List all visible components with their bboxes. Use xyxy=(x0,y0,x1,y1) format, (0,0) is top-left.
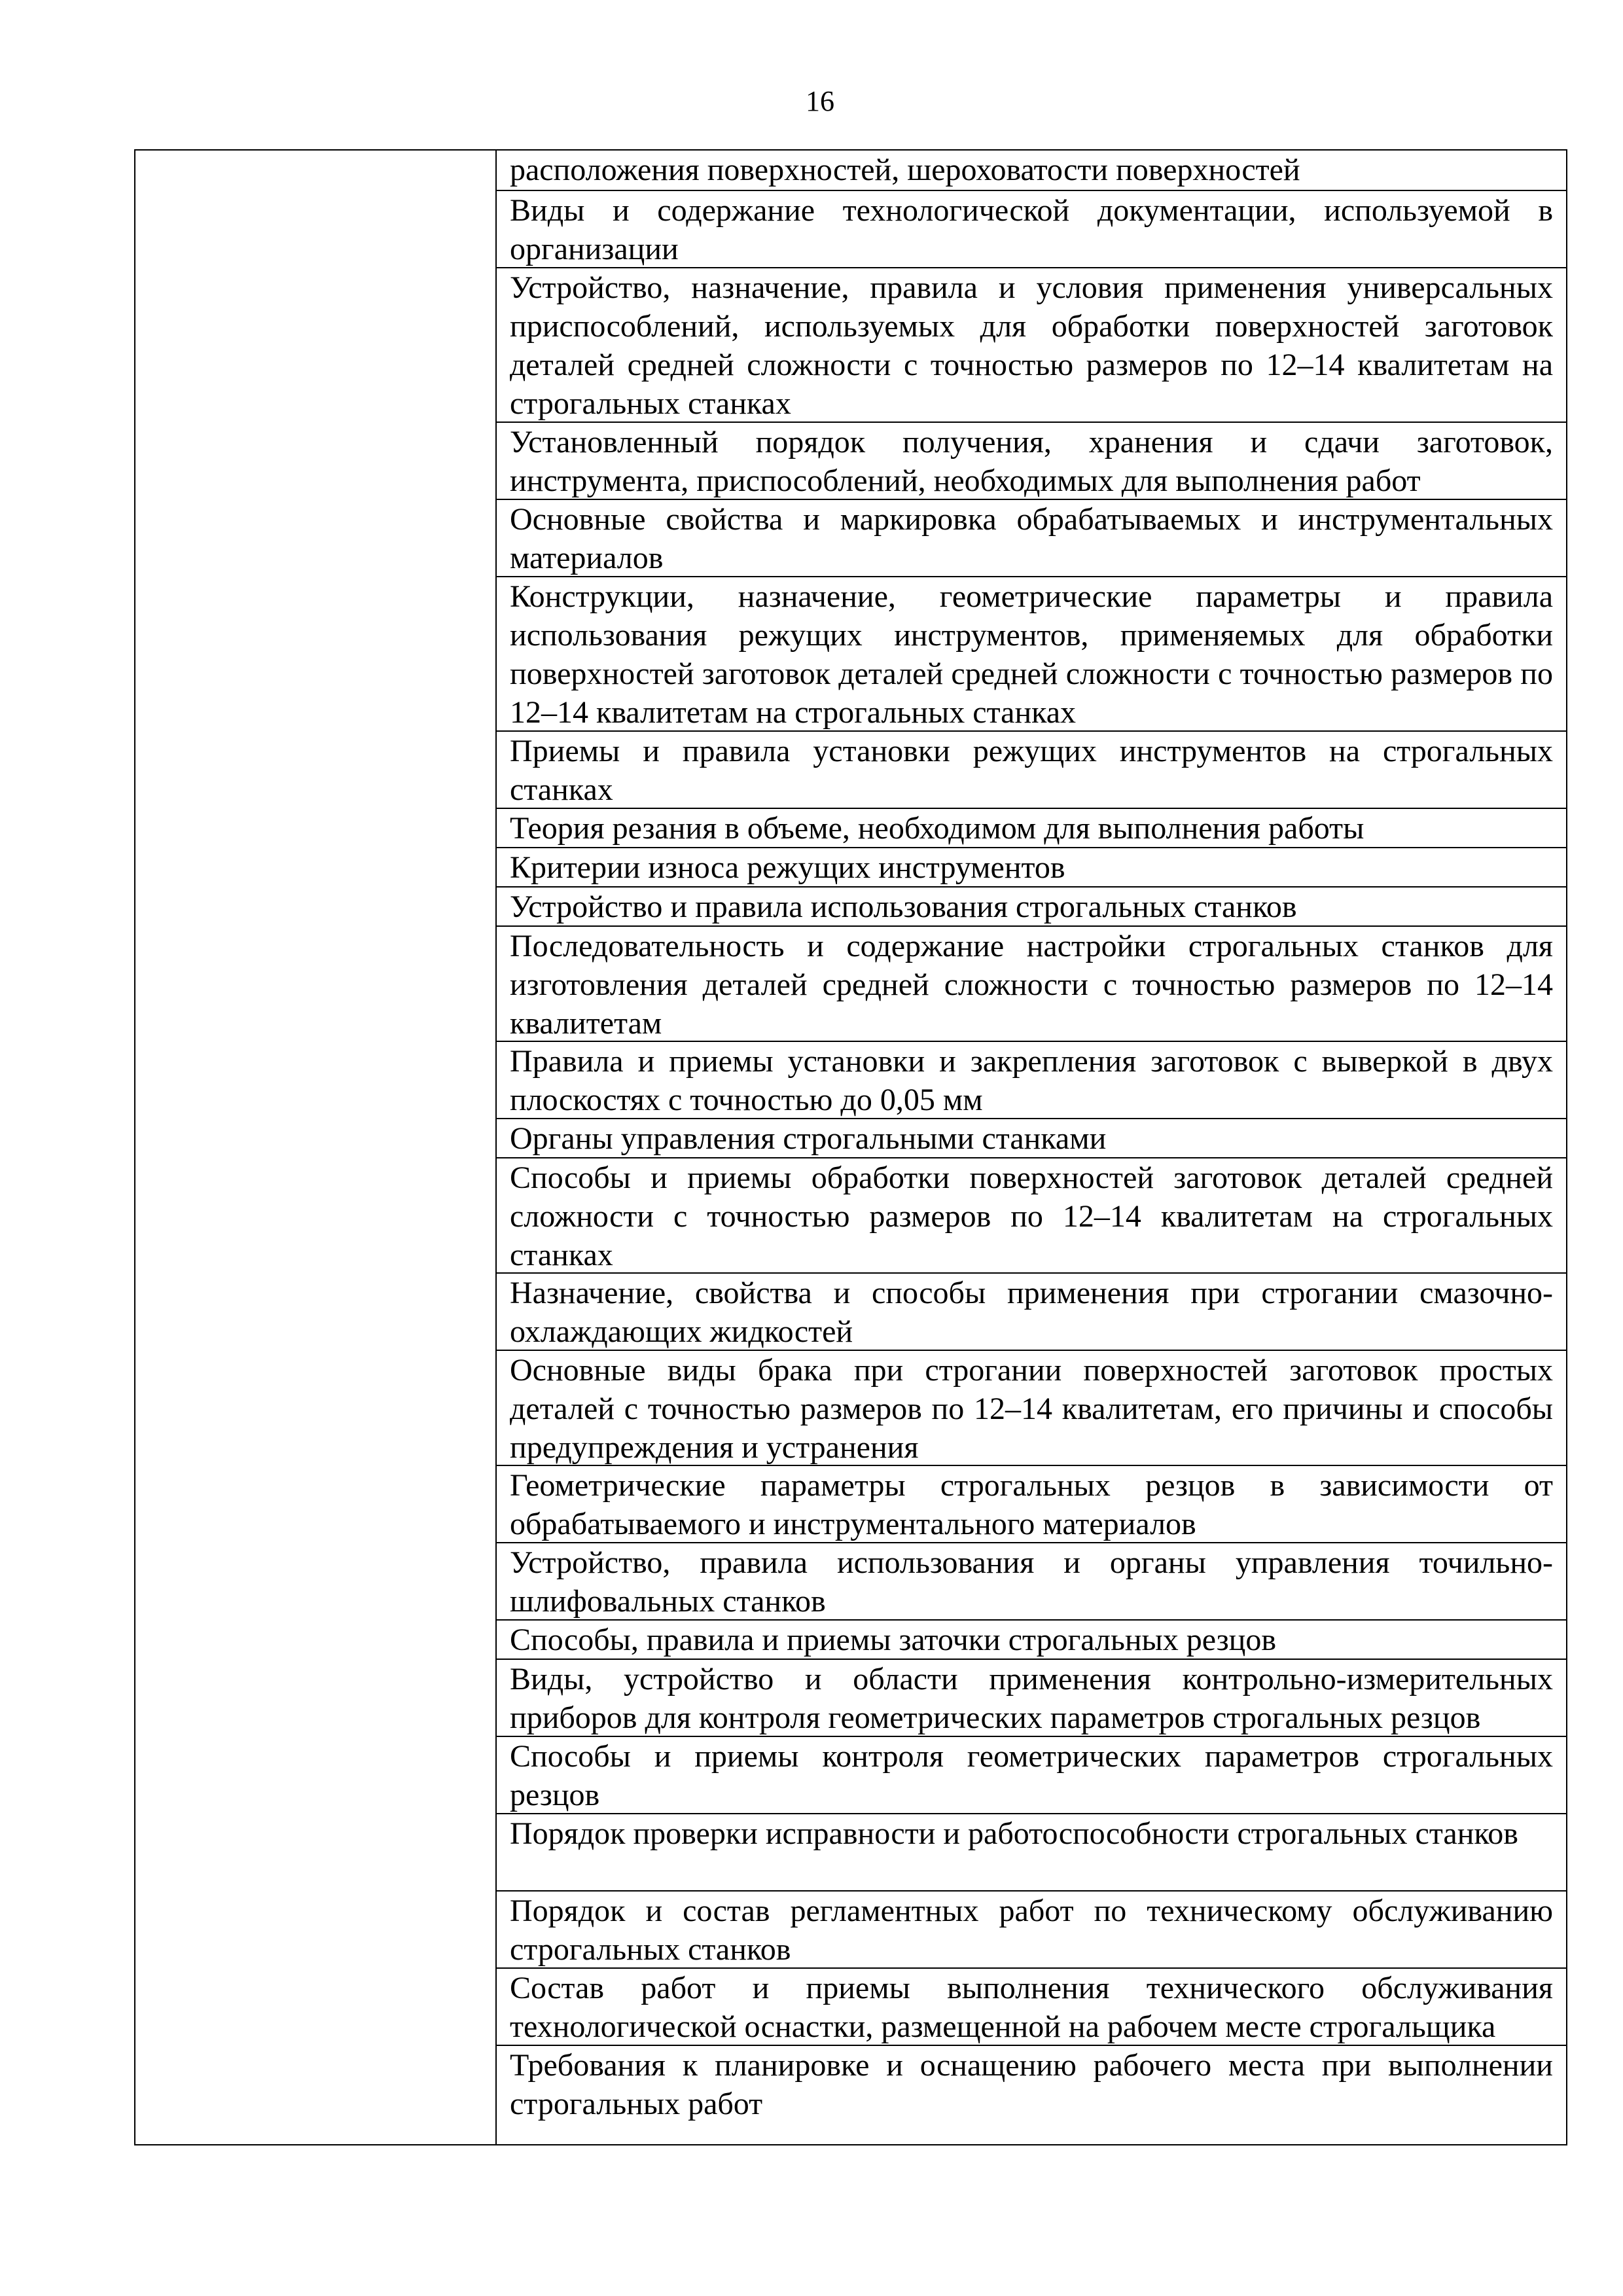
table-row: Состав работ и приемы выполнения технического обслуживания технологической оснастки, размещенной на рабочем месте строгальщика xyxy=(497,1969,1566,2046)
table-row: Устройство, правила использования и органы управления точильно-шлифовальных станков xyxy=(497,1543,1566,1621)
table-row: Органы управления строгальными станками xyxy=(497,1119,1566,1158)
table-row: Геометрические параметры строгальных резцов в зависимости от обрабатываемого и инструментального материалов xyxy=(497,1466,1566,1543)
table-row: Виды, устройство и области применения контрольно-измерительных приборов для контроля геометрических параметров строгальных резцов xyxy=(497,1660,1566,1737)
table-row: Порядок проверки исправности и работоспособности строгальных станков xyxy=(497,1814,1566,1892)
table-row: Назначение, свойства и способы применения при строгании смазочно-охлаждающих жидкостей xyxy=(497,1274,1566,1351)
table-row: Способы, правила и приемы заточки строгальных резцов xyxy=(497,1621,1566,1660)
table-row: Основные виды брака при строгании поверхностей заготовок простых деталей с точностью размеров по 12–14 квалитетам, его причины и способы предупреждения и устранения xyxy=(497,1351,1566,1466)
table-row: Виды и содержание технологической документации, используемой в организации xyxy=(497,191,1566,268)
table-row: Требования к планировке и оснащению рабочего места при выполнении строгальных работ xyxy=(510,2048,1553,2121)
table-right-column xyxy=(497,151,1566,2144)
table-row: Устройство, назначение, правила и условия применения универсальных приспособлений, используемых для обработки поверхностей заготовок деталей средней сложности с точностью размеров по 12–14 квалитетам на строгальных станках xyxy=(497,268,1566,423)
table-row: Способы и приемы обработки поверхностей заготовок деталей средней сложности с точностью размеров по 12–14 квалитетам на строгальных станках xyxy=(497,1158,1566,1274)
table-row: Конструкции, назначение, геометрические параметры и правила использования режущих инструментов, применяемых для обработки поверхностей заготовок деталей средней сложности с точностью размеров по 12–14 квалитетам на строгальных станках xyxy=(497,577,1566,732)
table-row: Критерии износа режущих инструментов xyxy=(497,848,1566,888)
table-row: Способы и приемы контроля геометрических параметров строгальных резцов xyxy=(497,1737,1566,1814)
table-left-column xyxy=(135,151,497,2144)
requirements-table xyxy=(134,149,1567,2145)
table-row: Устройство и правила использования строгальных станков xyxy=(497,888,1566,927)
table-row: Приемы и правила установки режущих инструментов на строгальных станках xyxy=(497,732,1566,809)
table-row: Порядок и состав регламентных работ по техническому обслуживанию строгальных станков xyxy=(497,1892,1566,1969)
table-row: Основные свойства и маркировка обрабатываемых и инструментальных материалов xyxy=(497,500,1566,577)
table-row: Последовательность и содержание настройки строгальных станков для изготовления деталей средней сложности с точностью размеров по 12–14 квалитетам xyxy=(497,927,1566,1042)
table-row: Установленный порядок получения, хранения и сдачи заготовок, инструмента, приспособлений, необходимых для выполнения работ xyxy=(497,423,1566,500)
table-row: Теория резания в объеме, необходимом для выполнения работы xyxy=(497,809,1566,848)
table-row: Правила и приемы установки и закрепления заготовок с выверкой в двух плоскостях с точностью до 0,05 мм xyxy=(497,1042,1566,1119)
page-number: 16 xyxy=(806,85,834,117)
table-row: расположения поверхностей, шероховатости поверхностей xyxy=(497,151,1566,191)
